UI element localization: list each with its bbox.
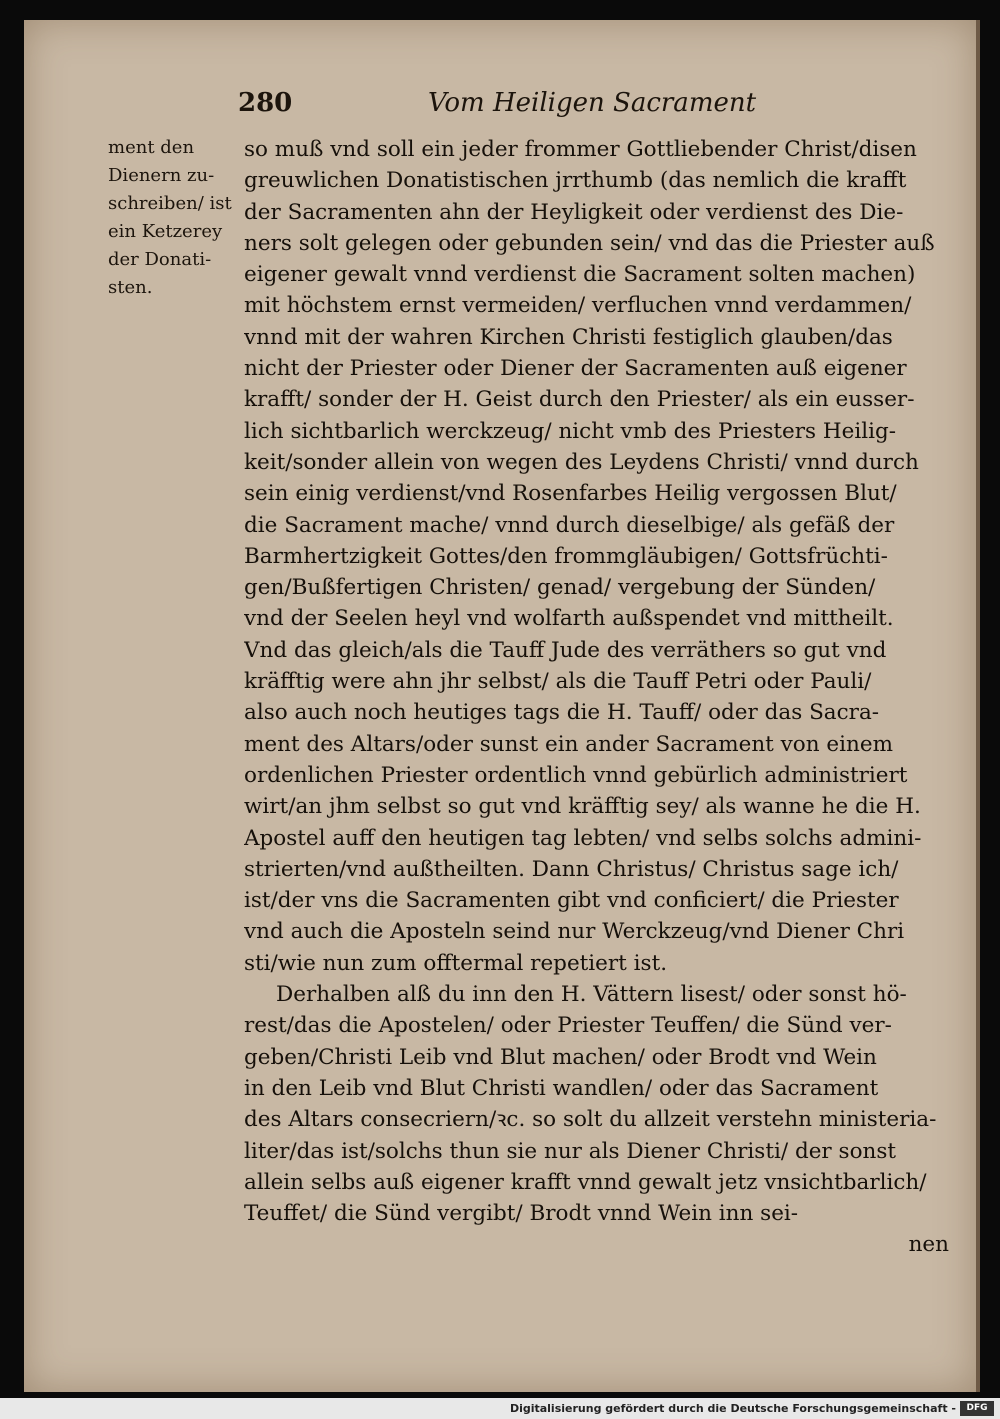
running-title: Vom Heiligen Sacrament — [428, 88, 757, 118]
text-line: vnnd mit der wahren Kirchen Christi festiglich glauben/das — [244, 324, 893, 350]
marginal-line: sten. — [108, 277, 153, 298]
text-line: sein einig verdienst/vnd Rosenfarbes Heilig vergossen Blut/ — [244, 481, 897, 507]
text-line: krafft/ sonder der H. Geist durch den Priester/ als ein eusser- — [244, 387, 915, 413]
marginal-line: ein Ketzerey — [108, 221, 223, 242]
text-line: allein selbs auß eigener krafft vnnd gewalt jetz vnsichtbarlich/ — [244, 1169, 927, 1195]
main-text — [244, 134, 949, 1261]
text-line: der Sacramenten ahn der Heyligkeit oder verdienst des Die- — [244, 199, 904, 225]
text-line: wirt/an jhm selbst so gut vnd kräfftig sey/ als wanne he die H. — [244, 794, 921, 820]
text-line: strierten/vnd außtheilten. Dann Christus/ Christus sage ich/ — [244, 856, 899, 882]
text-line: greuwlichen Donatistischen jrrthumb (das nemlich die krafft — [244, 168, 907, 194]
dfg-logo: DFG — [960, 1401, 994, 1416]
page-edge — [976, 20, 980, 1392]
text-line: so muß vnd soll ein jeder frommer Gottliebender Christ/disen — [244, 137, 917, 162]
text-line: geben/Christi Leib vnd Blut machen/ oder Brodt vnd Wein — [244, 1044, 877, 1070]
text-line: ist/der vns die Sacramenten gibt vnd conficiert/ die Priester — [244, 888, 899, 914]
footer-bar — [0, 1398, 1000, 1419]
text-line: ment des Altars/oder sunst ein ander Sacrament von einem — [244, 731, 893, 757]
catchword: nen — [908, 1232, 949, 1258]
text-line: nicht der Priester oder Diener der Sacramenten auß eigener — [244, 356, 907, 382]
text-line: des Altars consecriern/ꝛc. so solt du allzeit verstehn ministeria- — [244, 1107, 937, 1133]
text-line: gen/Bußfertigen Christen/ genad/ vergebung der Sünden/ — [244, 575, 876, 601]
text-line: ordenlichen Priester ordentlich vnnd gebürlich administriert — [244, 762, 908, 788]
text-line: eigener gewalt vnnd verdienst die Sacrament solten machen) — [244, 262, 916, 288]
marginal-note — [108, 134, 238, 302]
text-line: also auch noch heutiges tags die H. Tauff/ oder das Sacra- — [244, 700, 880, 726]
page-header — [238, 88, 948, 128]
text-line: in den Leib vnd Blut Christi wandlen/ oder das Sacrament — [244, 1075, 879, 1101]
text-line: Teuffet/ die Sünd vergibt/ Brodt vnnd Wein inn sei- — [244, 1201, 799, 1227]
text-line: Derhalben alß du inn den H. Vättern lisest/ oder sonst hö- — [276, 982, 907, 1008]
text-line: keit/sonder allein von wegen des Leydens Christi/ vnnd durch — [244, 449, 919, 475]
text-line: kräfftig were ahn jhr selbst/ als die Tauff Petri oder Pauli/ — [244, 669, 872, 695]
text-line: vnd auch die Aposteln seind nur Werckzeug/vnd Diener Chri — [244, 919, 905, 945]
text-line: lich sichtbarlich werckzeug/ nicht vmb des Priesters Heilig- — [244, 418, 897, 444]
marginal-line: schreiben/ ist — [108, 193, 232, 214]
text-line: ners solt gelegen oder gebunden sein/ vnd das die Priester auß — [244, 230, 935, 256]
text-line: Apostel auff den heutigen tag lebten/ vnd selbs solchs admini- — [244, 825, 922, 851]
text-line: mit höchstem ernst vermeiden/ verfluchen vnnd verdammen/ — [244, 293, 912, 319]
text-line: sti/wie nun zum offtermal repetiert ist. — [244, 950, 668, 976]
page-number: 280 — [238, 88, 293, 118]
text-line: liter/das ist/solchs thun sie nur als Diener Christi/ der sonst — [244, 1138, 897, 1164]
marginal-line: Dienern zu- — [108, 165, 215, 186]
marginal-line: ment den — [108, 137, 195, 158]
text-line: rest/das die Apostelen/ oder Priester Teuffen/ die Sünd ver- — [244, 1013, 892, 1039]
marginal-line: der Donati- — [108, 249, 212, 270]
text-line: Barmhertzigkeit Gottes/den frommgläubigen/ Gottsfrüchti- — [244, 543, 888, 569]
text-line: die Sacrament mache/ vnnd durch dieselbige/ als gefäß der — [244, 512, 895, 538]
text-line: vnd der Seelen heyl vnd wolfarth außspendet vnd mittheilt. — [244, 606, 894, 632]
text-line: Vnd das gleich/als die Tauff Jude des verräthers so gut vnd — [244, 637, 887, 663]
funding-notice: Digitalisierung gefördert durch die Deutsche Forschungsgemeinschaft - — [509, 1402, 956, 1415]
